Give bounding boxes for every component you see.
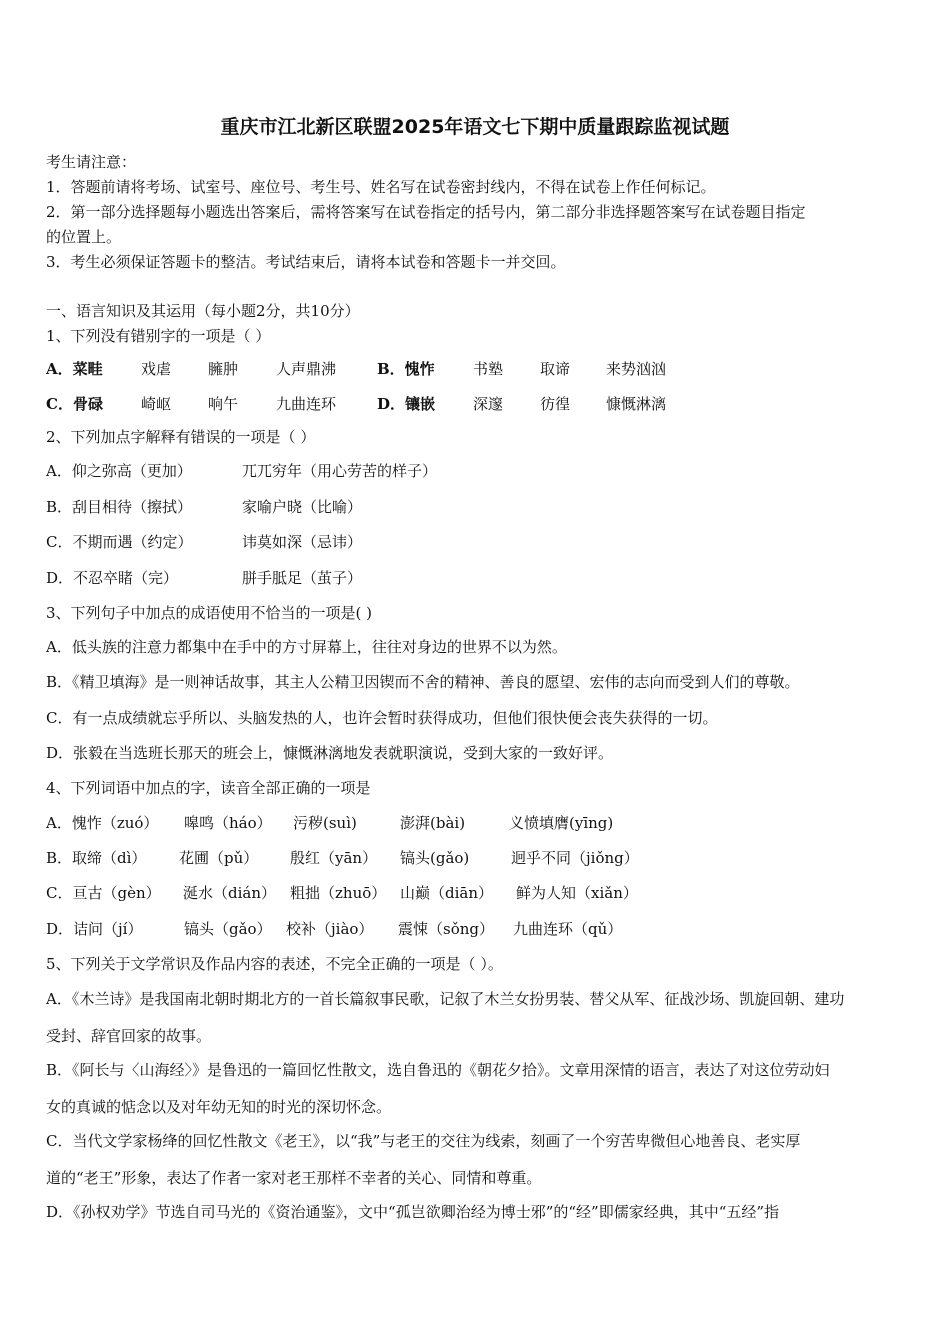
q4-word: 殷红（yān） bbox=[290, 849, 378, 867]
notice-item: 2．第一部分选择题每小题选出答案后，需将答案写在试卷指定的括号内，第二部分非选择题答案写在试卷题目指定 bbox=[46, 203, 806, 221]
q4-word: 涎水（dián） bbox=[183, 884, 277, 902]
q1-word: 戏虐 bbox=[141, 360, 172, 378]
q2-option-a-second: 兀兀穷年（用心劳苦的样子） bbox=[242, 462, 438, 480]
q4-word: 嗥鸣（háo） bbox=[184, 814, 272, 832]
q3-option-a: A．低头族的注意力都集中在手中的方寸屏幕上，往往对身边的世界不以为然。 bbox=[46, 638, 567, 656]
q1-word: 书塾 bbox=[473, 360, 504, 378]
q2-option-b-second: 家喻户晓（比喻） bbox=[242, 498, 363, 516]
q2-option-c: C．不期而遇（约定） bbox=[46, 533, 193, 551]
question-1-stem: 1、下列没有错别字的一项是（ ） bbox=[46, 327, 271, 345]
q5-line: 女的真诚的惦念以及对年幼无知的时光的深切怀念。 bbox=[46, 1098, 392, 1116]
q4-word: 山巅（diān） bbox=[400, 884, 494, 902]
q2-option-c-second: 讳莫如深（忌讳） bbox=[242, 533, 363, 551]
q4-word: 镐头(gǎo) bbox=[400, 849, 470, 867]
question-4-stem: 4、下列词语中加点的字，读音全部正确的一项是 bbox=[46, 779, 371, 797]
q1-option-c: C．骨碌 bbox=[46, 395, 103, 413]
q1-word: 彷徨 bbox=[540, 395, 571, 413]
q1-option-d: D．镶嵌 bbox=[377, 395, 436, 413]
q2-option-d: D．不忍卒睹（完） bbox=[46, 569, 179, 587]
q1-word: 崎岖 bbox=[141, 395, 172, 413]
q4-word: 迥乎不同（jiǒng） bbox=[511, 849, 639, 867]
q3-option-c: C．有一点成绩就忘乎所以、头脑发热的人，也许会暂时获得成功，但他们很快便会丧失获得的一切。 bbox=[46, 709, 718, 727]
page-title: 重庆市江北新区联盟2025年语文七下期中质量跟踪监视试题 bbox=[220, 116, 730, 138]
notice-heading: 考生请注意： bbox=[46, 153, 137, 171]
q3-option-d: D．张毅在当选班长那天的班会上，慷慨淋漓地发表就职演说，受到大家的一致好评。 bbox=[46, 744, 614, 762]
notice-item: 的位置上。 bbox=[46, 228, 122, 246]
q4-option-d: D．诘问（jí） bbox=[46, 920, 143, 938]
q2-option-d-second: 胼手胝足（茧子） bbox=[242, 569, 363, 587]
q4-word: 震悚（sǒng） bbox=[398, 920, 494, 938]
q5-line: D．《孙权劝学》节选自司马光的《资治通鉴》，文中“孤岂欲卿治经为博士邪”的“经”即儒家经典，其中“五经”指 bbox=[46, 1203, 780, 1221]
q4-word: 污秽(suì) bbox=[293, 814, 357, 832]
notice-item: 1．答题前请将考场、试室号、座位号、考生号、姓名写在试卷密封线内，不得在试卷上作任何标记。 bbox=[46, 178, 716, 196]
q4-word: 镐头（gǎo） bbox=[184, 920, 272, 938]
q1-word: 九曲连环 bbox=[276, 395, 337, 413]
q1-word: 响午 bbox=[208, 395, 239, 413]
q4-word: 校补（jiào） bbox=[286, 920, 374, 938]
q1-word: 深邃 bbox=[473, 395, 504, 413]
q4-word: 九曲连环（qǔ） bbox=[513, 920, 623, 938]
q2-option-b: B．刮目相待（擦拭） bbox=[46, 498, 193, 516]
question-3-stem: 3、下列句子中加点的成语使用不恰当的一项是( ) bbox=[46, 604, 373, 622]
q1-word: 来势汹汹 bbox=[606, 360, 667, 378]
q5-line: 受封、辞官回家的故事。 bbox=[46, 1027, 212, 1045]
notice-item: 3．考生必须保证答题卡的整洁。考试结束后，请将本试卷和答题卡一并交回。 bbox=[46, 253, 566, 271]
q5-line: B．《阿长与〈山海经〉》是鲁迅的一篇回忆性散文，选自鲁迅的《朝花夕拾》。文章用深情的语言，表达了对这位劳动妇 bbox=[46, 1061, 830, 1079]
q1-word: 慷慨淋漓 bbox=[606, 395, 667, 413]
section-heading: 一、语言知识及其运用（每小题2分，共10分） bbox=[46, 302, 360, 320]
q5-line: 道的“老王”形象，表达了作者一家对老王那样不幸者的关心、同情和尊重。 bbox=[46, 1169, 542, 1187]
q1-word: 取谛 bbox=[540, 360, 571, 378]
q4-word: 花圃（pǔ） bbox=[179, 849, 259, 867]
q5-line: C．当代文学家杨绛的回忆性散文《老王》，以“我”与老王的交往为线索，刻画了一个穷苦卑微但心地善良、老实厚 bbox=[46, 1132, 801, 1150]
q4-word: 鲜为人知（xiǎn） bbox=[516, 884, 638, 902]
q1-word: 人声鼎沸 bbox=[276, 360, 337, 378]
q4-option-b: B．取缔（dì） bbox=[46, 849, 147, 867]
q1-option-b: B．愧怍 bbox=[377, 360, 435, 378]
q4-word: 义愤填膺(yīng) bbox=[509, 814, 614, 832]
q4-option-c: C．亘古（gèn） bbox=[46, 884, 161, 902]
question-2-stem: 2、下列加点字解释有错误的一项是（ ） bbox=[46, 428, 316, 446]
q3-option-b: B．《精卫填海》是一则神话故事，其主人公精卫因锲而不舍的精神、善良的愿望、宏伟的志向而受到人们的尊敬。 bbox=[46, 673, 800, 691]
q5-line: A．《木兰诗》是我国南北朝时期北方的一首长篇叙事民歌，记叙了木兰女扮男装、替父从军、征战沙场、凯旋回朝、建功 bbox=[46, 990, 845, 1008]
question-5-stem: 5、下列关于文学常识及作品内容的表述，不完全正确的一项是（ ）。 bbox=[46, 955, 503, 973]
q1-option-a: A．菜畦 bbox=[46, 360, 103, 378]
q4-option-a: A．愧怍（zuó） bbox=[46, 814, 159, 832]
q4-word: 粗拙（zhuō） bbox=[290, 884, 387, 902]
q2-option-a: A．仰之弥高（更加） bbox=[46, 462, 192, 480]
q1-word: 臃肿 bbox=[208, 360, 239, 378]
q4-word: 澎湃(bài) bbox=[400, 814, 466, 832]
